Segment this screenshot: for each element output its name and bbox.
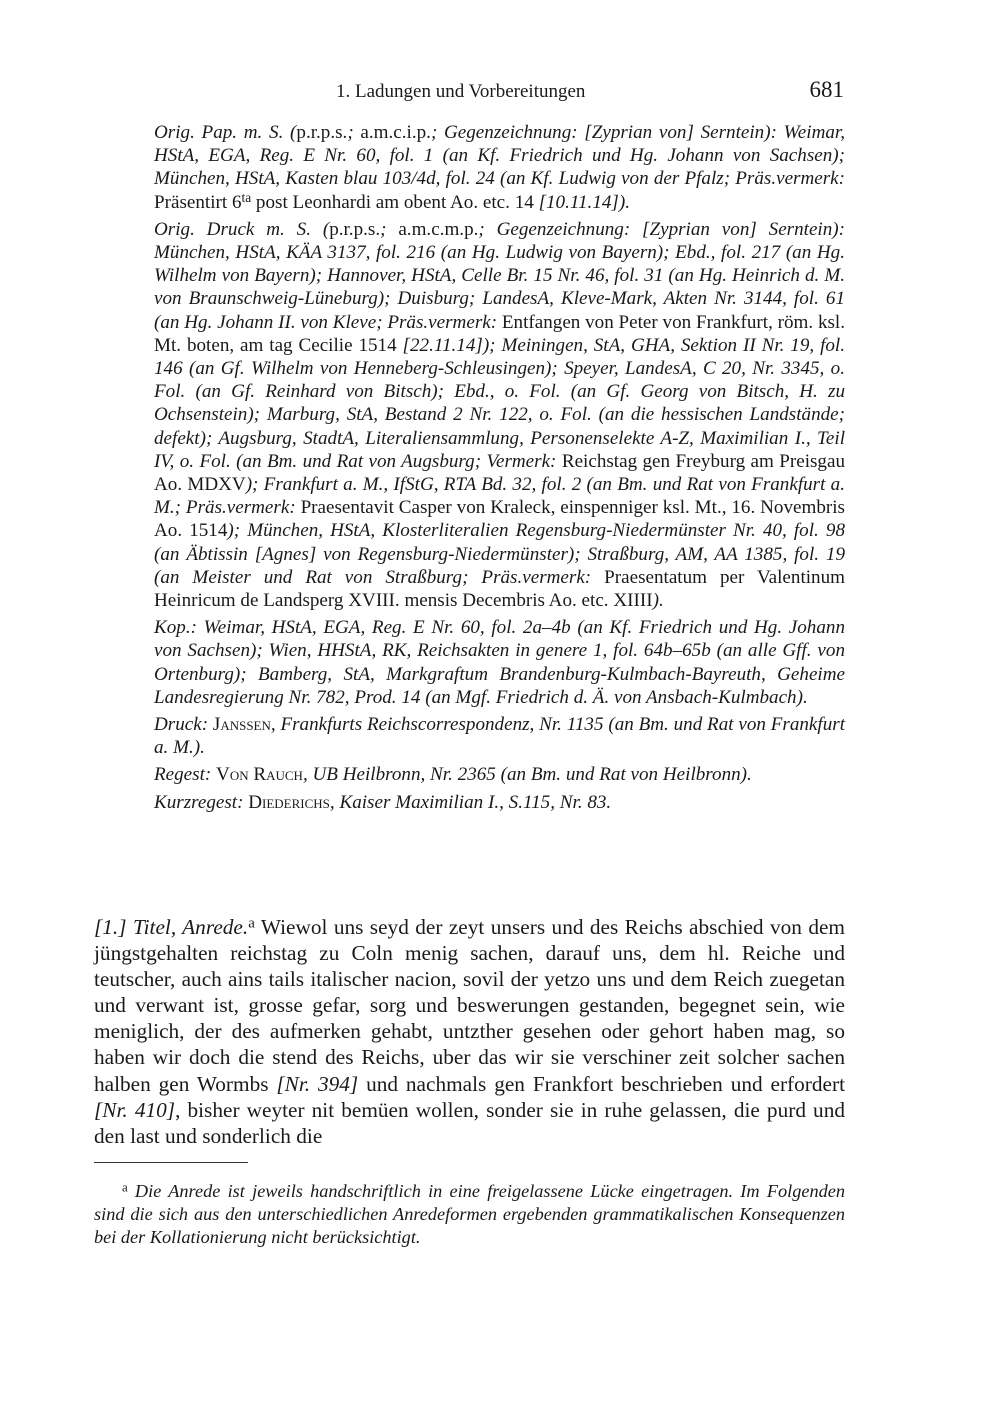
source-text: , Frankfurts Reichscorrespondenz, Nr. 1135 (an Bm. und Rat von Frankfurt a. M.). [154,714,845,759]
section-heading: [1.] Titel, Anrede. [94,915,249,939]
source-text: ; Gegenzeichnung: [Zyprian von] Serntein): Weimar, HStA, EGA, Reg. E Nr. 60, fol. 1 (an Kf. Friedrich und Hg. Johann von Sachsen); München, HStA, Kasten blau 103/4d, fol. 24 (an Kf. Ludwig von der Pfalz; Präs.vermerk: [154,122,845,190]
source-apparatus [154,121,845,818]
source-text: a.m.c.m.p. [398,218,479,240]
source-text: ; [347,122,361,143]
source-text: ; Gegenzeichnung: [Zyprian von] Serntein): München, HStA, KÄA 3137, fol. 216 (an Hg. Ludwig von Bayern); Ebd., fol. 217 (an Hg. Wilhelm von Bayern); Hannover, HStA, Celle Br. 15 Nr. 46, fol. 31 (an Hg. Heinrich d. M. von Braunschweig-Lüneburg); Duisburg; LandesA, Kleve-Mark, Akten Nr. 3144, fol. 61 (an Hg. Johann II. von Kleve; Präs.vermerk: [154,218,845,333]
footnote-marker: a [248,915,255,932]
footnote-divider [94,1162,248,1163]
source-text: Kurzregest: [154,791,249,813]
source-text: [10.11.14]). [533,191,630,213]
body-text: und nachmals gen Frankfort beschrieben und erfordert [358,1071,845,1096]
cross-reference: [Nr. 394] [276,1071,359,1096]
source-text: [22.11.14]); Meiningen, StA, GHA, Sektion II Nr. 19, fol. 146 (an Gf. Wilhelm von Henneberg-Schleusingen); Speyer, LandesA, C 20, Nr. 3345, o. Fol. (an Gf. Reinhard von Bitsch); Ebd., o. Fol. (an Gf. Georg von Bitsch, H. zu Ochsenstein); Marburg, StA, Bestand 2 Nr. 122, o. Fol. (an die hessischen Landstände; defekt); Augsburg, StadtA, Literaliensammlung, Personenselekte A-Z, Maximilian I., Teil IV, o. Fol. (an Bm. und Rat von Augsburg; Vermerk: [154,334,845,472]
body-text: , bisher weyter nit bemüen wollen, sonder sie in ruhe gelassen, die purd und den last und sonderlich die [94,1097,846,1148]
source-entry-orig-pap [154,121,845,214]
footnote-text: Die Anrede ist jeweils handschriftlich in eine freigelassene Lücke eingetragen. Im Folgenden sind die sich aus den unterschiedlichen Anredeformen ergebenden grammatikalischen Konsequenzen bei der Kollationierung nicht berücksichtigt. [94,1181,845,1248]
source-text: p.r.p.s. [329,218,381,240]
source-text: Regest: [154,764,217,786]
running-header-title: 1. Ladungen und Vorbereitungen [336,81,586,102]
footnote-marker: a [122,1180,128,1195]
source-text: ); München, HStA, Klosterliteralien Regensburg-Niedermünster Nr. 40, fol. 98 (an Äbtissin [Agnes] von Regensburg-Niedermünster); Straßburg, AM, AA 1385, fol. 19 (an Meister und Rat von Straßburg; Präs.vermerk: [154,520,845,588]
main-text [94,914,845,1149]
body-text: Wiewol uns seyd der zeyt unsers und des Reichs abschied von dem jüngstgehalten reichstag zu Coln menig sachen, darauf uns, dem hl. Reiche und teutscher, auch ains tails italischer nacion, sovil der yetzo uns und dem Reich zuegetan und verwant ist, grosse gefar, sorg und beswerungen gestanden, begegnet sein, wie meniglich, der des aufmerken gehabt, untzther gesehen oder gehort haben mag, so haben wir doch die stend des Reichs, uber das wir sie verschiner zeit solcher sachen halben gen Wormbs [94,915,845,1096]
page-number: 681 [809,77,844,102]
author-name: Janssen [212,714,271,736]
footnote [94,1180,845,1250]
source-text: Praesentatum per Valentinum Heinricum de Landsperg XVIII. mensis Decembris Ao. etc. XIIII [154,566,846,612]
source-text: , Kaiser Maximilian I., S.115, Nr. 83. [329,791,612,813]
source-text: , UB Heilbronn, Nr. 2365 (an Bm. und Rat von Heilbronn). [302,764,752,786]
source-text: Orig. Pap. m. S. ( [154,122,297,143]
source-text: post Leonhardi am obent Ao. etc. 14 [251,191,534,213]
source-text: Entfangen von Peter von Frankfurt, röm. ksl. Mt. boten, am tag Cecilie 1514 [154,311,846,356]
source-text: Orig. Druck m. S. ( [154,218,330,240]
source-entry-kop [154,616,845,709]
source-text: Praesentavit Casper von Kraleck, einspenniger ksl. Mt., 16. Novembris Ao. 1514 [154,497,845,542]
source-entry-kurzregest [154,791,845,814]
source-text: ). [652,590,664,612]
author-name: Diederichs [248,791,330,813]
source-text: Reichstag gen Freyburg am Preisgau Ao. MDXV [154,450,845,496]
source-text: ; [380,218,399,240]
source-text: ); Frankfurt a. M., IfStG, RTA Bd. 32, fol. 2 (an Bm. und Rat von Frankfurt a. M.; Präs.vermerk: [154,474,845,519]
source-text: p.r.p.s. [296,122,348,143]
superscript: ta [241,189,252,205]
source-entry-druck [154,713,845,759]
source-text: Kop.: Weimar, HStA, EGA, Reg. E Nr. 60, fol. 2a–4b (an Kf. Friedrich und Hg. Johann von Sachsen); Wien, HHStA, RK, Reichsakten in genere 1, fol. 64b–65b (an alle Gff. von Ortenburg); Bamberg, StA, Markgraftum Brandenburg-Kulmbach-Bayreuth, Geheime Landesregierung Nr. 782, Prod. 14 (an Mgf. Friedrich d. Ä. von Ansbach-Kulmbach). [154,617,845,708]
source-text: Druck: [154,714,213,736]
cross-reference: [Nr. 410] [94,1097,176,1122]
source-entry-regest [154,763,845,786]
author-name: Von Rauch [216,764,303,786]
source-text: Präsentirt 6 [154,191,242,213]
source-text: a.m.c.i.p. [360,122,431,143]
source-entry-orig-druck [154,218,845,612]
